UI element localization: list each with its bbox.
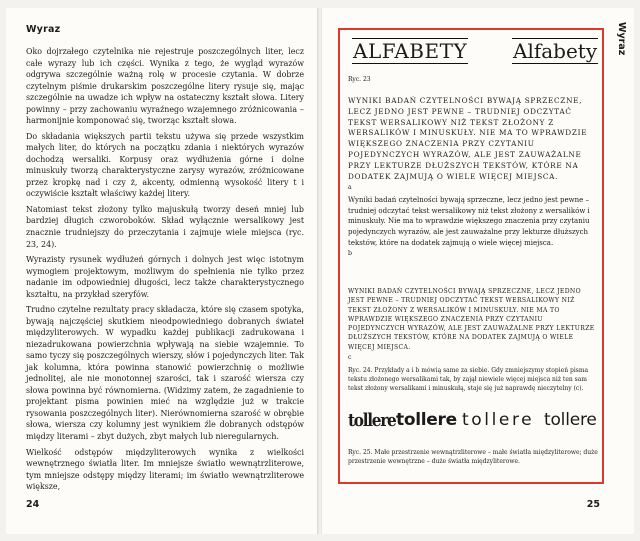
paragraph: Natomiast tekst złożony tylko majuskułą tworzy deseń mniej lub bardziej długich czworoboków. Skład wyłącznie wersalikowy jest znacznie trudniejszy do przeczytania i zajmuje wiele miejsca (ryc. 23, 24). bbox=[26, 204, 304, 249]
sample-a bbox=[348, 96, 598, 193]
side-running-head: Wyraz bbox=[616, 22, 627, 56]
sample-c bbox=[348, 287, 598, 362]
page-number-left: 24 bbox=[26, 499, 40, 510]
tollere-sample-4: tollere bbox=[544, 410, 597, 430]
figure-25 bbox=[348, 408, 600, 440]
tollere-sample-2: tollere bbox=[396, 410, 457, 430]
sample-a-text: WYNIKI BADAŃ CZYTELNOŚCI BYWAJĄ SPRZECZNE, LECZ JEDNO JEST PEWNE – TRUDNIEJ ODCZYTAĆ TEKST WERSALIKOWY NIŻ TEKST ZŁOŻONY Z WERSALIKÓW I MINUSKUŁY. NIE MA TO WPRAWDZIE WIĘKSZEGO ZNACZENIA PRZY CZYTANIU POJEDYNCZYCH WYRAZÓW, ALE JEST ZAUWAŻALNE PRZY LEKTURZE DŁUŻSZYCH TEKSTÓW, KTÓRE NA DODATEK ZAJMUJĄ O WIELE WIĘCEJ MIEJSCA. bbox=[348, 96, 588, 181]
sample-a-label: a bbox=[348, 184, 352, 192]
sample-c-label: c bbox=[348, 353, 352, 361]
figure-23-caption: Ryc. 23 bbox=[348, 76, 371, 83]
sample-b-text: Wyniki badań czytelności bywają sprzeczne, lecz jedno jest pewne – trudniej odczytać tekst wersalikowy niż tekst złożony z wersalików i minuskuły. Nie ma to wprawdzie większego znaczenia przy czytaniu pojedynczych wyrazów, ale jest zauważalne przy lekturze dłuższych tekstów, które na dodatek zajmują o wiele więcej miejsca. bbox=[348, 196, 590, 247]
running-head: Wyraz bbox=[26, 24, 61, 35]
tollere-sample-1: tollere bbox=[348, 410, 396, 431]
sample-b bbox=[348, 195, 598, 259]
figure-24-caption: Ryc. 24. Przykłady a i b mówią same za siebie. Gdy zmniejszymy stopień pisma tekstu złożonego wersalikami tak, by zajął niewiele więcej miejsca niż ten sam tekst złożony wersalikami i minuskułą, staje się już naprawdę nieczytelny (c). bbox=[348, 367, 589, 392]
paragraph: Trudno czytelne rezultaty pracy składacza, które się czasem spotyka, bywają najczęściej skutkiem nieodpowiedniego dobranych świateł międzyliterowych. W wypadku każdej publikacji zadrukowana i niezadrukowana powierzchnia wpływają na siebie wzajemnie. To samo tyczy się poszczególnych wierszy, słów i pojedynczych liter. Tak jak kolumna, która powinna stanowić powierzchnię o możliwie jednolitej, ale nie monotonnej szarości, tak i szarość wiersza czy słowa powinna być równomierna. (Widzimy zatem, że zagadnienie to projektant pisma powinien mieć na względzie już w trakcie rysowania poszczególnych liter). Nierównomierna szarość w obrębie słowa, wiersza czy kolumny jest wynikiem źle dobranych odstępów między literami – zbyt dużych, zbyt małych lub nieregularnych. bbox=[26, 305, 304, 441]
figure-23 bbox=[348, 36, 598, 74]
sample-mixedcase-word: Alfabety bbox=[513, 39, 598, 63]
paragraph: Do składania większych partii tekstu używa się przede wszystkim małych liter, do których na początku zdania i niektórych wyrazów dochodzą wersaliki. Korpusy oraz wydłużenia górne i dolne minuskuły tworzą charakterystyczne zarysy wyrazów, zróżnicowane przez kropkę nad i czy ż, akcenty, odmienną wysokość litery t i oczywiście kształt właściwy każdej litery. bbox=[26, 131, 304, 199]
figure-25-caption: Ryc. 25. Małe przestrzenie wewnątrzliterowe – małe światła międzyliterowe; duże przestrzenie wewnętrzne – duże światła międzyliterowe. bbox=[348, 449, 598, 465]
left-page bbox=[6, 8, 318, 534]
sample-b-label: b bbox=[348, 250, 352, 258]
sample-c-text: WYNIKI BADAŃ CZYTELNOŚCI BYWAJĄ SPRZECZNE, LECZ JEDNO JEST PEWNE – TRUDNIEJ ODCZYTAĆ TEKST WERSALIKOWY NIŻ TEKST ZŁOŻONY Z WERSALIKÓW I MINUSKUŁY. NIE MA TO WPRAWDZIE WIĘKSZEGO ZNACZENIA PRZY CZYTANIU POJEDYNCZYCH WYRAZÓW, ALE JEST ZAUWAŻALNE PRZY LEKTURZE DŁUŻSZYCH TEKSTÓW, KTÓRE NA DODATEK ZAJMUJĄ O WIELE WIĘCEJ MIEJSCA. bbox=[348, 288, 595, 351]
paragraph: Oko dojrzałego czytelnika nie rejestruje poszczególnych liter, lecz całe wyrazy lub ich części. Wynika z tego, że wygląd wyrazów odgrywa szczególnie ważną rolę w procesie czytania. W dobrze czytelnym piśmie drukarskim poszczególne litery rysuje się, mając szczególnie na uwadze ich wpływ na ostateczny kształt słowa. Litery powinny – przy zachowaniu wyraźnego wzajemnego zróżnicowania – harmonijnie komponować się, tworząc kształt słowa. bbox=[26, 47, 304, 126]
body-text bbox=[26, 46, 304, 493]
page-number-right: 25 bbox=[586, 499, 600, 510]
paragraph: Wielkość odstępów międzyliterowych wynika z wielkości wewnętrznego światła liter. Im mniejsze światło wewnątrzliterowe, tym mniejsze odstępy między literami; im światło wewnątrzliterowe większe, bbox=[26, 447, 304, 492]
tollere-sample-3: tollere bbox=[462, 410, 535, 430]
paragraph: Wyrazisty rysunek wydłużeń górnych i dolnych jest więc istotnym wymogiem projektowym, możliwym do spełnienia nie tylko przez nadanie im odpowiedniej długości, lecz także charakterystycznego kształtu, na przykład szeryfów. bbox=[26, 255, 304, 299]
right-page bbox=[322, 8, 634, 534]
sample-uppercase-word: ALFABETY bbox=[353, 39, 468, 63]
